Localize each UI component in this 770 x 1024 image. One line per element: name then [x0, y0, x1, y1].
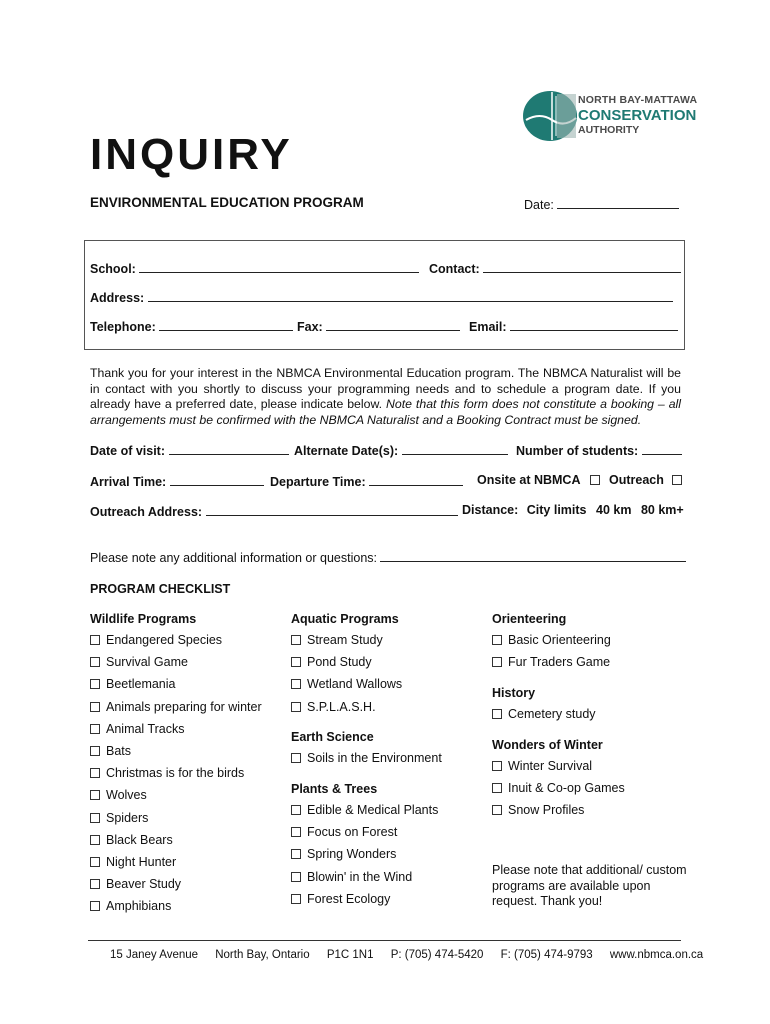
nbmca-logo-icon	[522, 90, 578, 142]
date-of-visit-label: Date of visit:	[90, 444, 166, 458]
footer-postal: P1C 1N1	[326, 949, 374, 961]
checklist-item[interactable]	[90, 722, 185, 736]
checkbox[interactable]	[492, 709, 502, 719]
custom-note-line1: Please note that additional/ custom	[492, 863, 687, 877]
school-line[interactable]	[139, 260, 419, 273]
checklist-item[interactable]	[90, 744, 131, 758]
checklist-item[interactable]	[90, 811, 148, 825]
checklist-item[interactable]	[90, 855, 176, 869]
distance-80km[interactable]: 80 km+	[640, 503, 684, 517]
orienteering-heading: Orienteering	[492, 612, 567, 626]
distance-40km[interactable]: 40 km	[596, 503, 632, 517]
checklist-item-label: Spiders	[106, 810, 149, 825]
aquatic-heading: Aquatic Programs	[291, 612, 399, 626]
checklist-item[interactable]	[90, 633, 222, 647]
checkbox[interactable]	[291, 894, 301, 904]
checklist-item[interactable]	[90, 833, 173, 847]
departure-time-field[interactable]	[270, 473, 463, 489]
checklist-item-label: Basic Orienteering	[508, 633, 611, 647]
checklist-item-label: Edible & Medical Plants	[307, 803, 439, 817]
checkbox[interactable]	[492, 635, 502, 645]
telephone-line[interactable]	[159, 318, 293, 331]
checklist-item[interactable]	[291, 655, 372, 669]
checklist-item-label: Beaver Study	[106, 877, 182, 892]
checklist-item[interactable]	[90, 766, 244, 780]
checklist-item-label: Winter Survival	[508, 759, 593, 773]
checklist-item[interactable]	[90, 788, 147, 802]
checklist-item-label: S.P.L.A.S.H.	[307, 699, 376, 714]
checklist-item[interactable]	[291, 803, 438, 817]
checkbox[interactable]	[90, 679, 100, 689]
program-subtitle: ENVIRONMENTAL EDUCATION PROGRAM	[90, 195, 364, 210]
checkbox[interactable]	[291, 753, 301, 763]
onsite-label: Onsite at NBMCA	[477, 473, 581, 487]
departure-time-line[interactable]	[369, 473, 463, 486]
checklist-item[interactable]	[492, 781, 625, 795]
checklist-item-label: Snow Profiles	[508, 803, 585, 818]
history-heading: History	[492, 686, 536, 700]
checklist-item-label: Focus on Forest	[307, 825, 398, 840]
checkbox[interactable]	[90, 746, 100, 756]
outreach-option[interactable]	[609, 473, 688, 487]
distance-city-limits[interactable]: City limits	[526, 503, 587, 517]
nbmca-logo	[522, 90, 578, 145]
checkbox[interactable]	[492, 761, 502, 771]
school-field[interactable]	[90, 260, 419, 276]
checklist-item-label: Endangered Species	[106, 633, 223, 647]
telephone-label: Telephone:	[90, 320, 156, 334]
checklist-item-label: Amphibians	[106, 899, 172, 914]
checkbox[interactable]	[492, 657, 502, 667]
departure-time-label: Departure Time:	[270, 475, 366, 489]
checkbox[interactable]	[291, 679, 301, 689]
date-field[interactable]	[524, 196, 679, 212]
footer	[110, 949, 703, 961]
checklist-item[interactable]	[291, 825, 397, 839]
footer-web[interactable]: www.nbmca.on.ca	[609, 949, 704, 961]
outreach-address-label: Outreach Address:	[90, 505, 203, 519]
checklist-item-label: Beetlemania	[106, 677, 176, 692]
checklist-item-label: Wolves	[106, 788, 147, 803]
org-name-line2: CONSERVATION	[578, 106, 697, 124]
checklist-item-label: Black Bears	[106, 832, 173, 847]
intro-note: Note that this form does not constitute a booking – all arrangements must be confirmed with the NBMCA Naturalist and a Booking Contract must be signed.	[90, 397, 681, 427]
arrival-time-line[interactable]	[170, 473, 264, 486]
checklist-item-label: Pond Study	[307, 655, 372, 670]
checklist-item-label: Night Hunter	[106, 855, 177, 869]
checklist-item[interactable]	[90, 899, 171, 913]
footer-street: 15 Janey Avenue	[110, 949, 199, 961]
email-field[interactable]	[469, 318, 678, 334]
checklist-item[interactable]	[291, 892, 390, 906]
additional-info-field[interactable]	[90, 549, 686, 565]
custom-note-line3: request. Thank you!	[492, 894, 603, 908]
checkbox[interactable]	[291, 805, 301, 815]
onsite-checkbox[interactable]	[590, 475, 600, 485]
footer-fax: F: (705) 474-9793	[500, 949, 593, 961]
checkbox[interactable]	[90, 901, 100, 911]
telephone-field[interactable]	[90, 318, 293, 334]
address-field[interactable]	[90, 289, 673, 305]
checkbox[interactable]	[90, 879, 100, 889]
address-label: Address:	[90, 291, 145, 305]
date-label: Date:	[524, 198, 554, 212]
wildlife-heading: Wildlife Programs	[90, 612, 197, 626]
checkbox[interactable]	[90, 657, 100, 667]
checkbox[interactable]	[291, 702, 301, 712]
checklist-item-label: Wetland Wallows	[307, 677, 403, 692]
custom-programs-note	[492, 863, 687, 910]
org-name-line3: AUTHORITY	[578, 123, 640, 136]
checkbox[interactable]	[291, 635, 301, 645]
fax-label: Fax:	[297, 320, 323, 334]
footer-divider	[88, 940, 681, 941]
page-title: INQUIRY	[90, 130, 293, 179]
distance-label: Distance:	[462, 503, 519, 517]
checkbox[interactable]	[291, 827, 301, 837]
date-line[interactable]	[557, 196, 679, 209]
intro-paragraph	[90, 366, 681, 428]
checklist-item[interactable]	[291, 677, 402, 691]
checkbox[interactable]	[90, 790, 100, 800]
checkbox[interactable]	[291, 657, 301, 667]
onsite-option[interactable]	[477, 473, 606, 487]
checklist-item-label: Fur Traders Game	[508, 655, 611, 670]
winter-heading: Wonders of Winter	[492, 738, 603, 752]
checklist-item-label: Spring Wonders	[307, 847, 397, 862]
checklist-heading: PROGRAM CHECKLIST	[90, 582, 231, 596]
checklist-item-label: Soils in the Environment	[307, 751, 442, 765]
additional-info-label: Please note any additional information or questions:	[90, 551, 377, 565]
checklist-item[interactable]	[90, 677, 176, 691]
arrival-time-label: Arrival Time:	[90, 475, 167, 489]
checklist-item-label: Survival Game	[106, 655, 188, 670]
checkbox[interactable]	[90, 635, 100, 645]
outreach-address-field[interactable]	[90, 503, 458, 519]
num-students-field[interactable]	[516, 442, 682, 458]
intro-text: Thank you for your interest in the NBMCA Environmental Education program. The NBMCA Naturalist will be in contact with you shortly to discuss your programming needs and to schedule a program date. If you already have a preferred date, please indicate below.	[90, 366, 681, 411]
num-students-line[interactable]	[642, 442, 682, 455]
checkbox[interactable]	[492, 783, 502, 793]
contact-label: Contact:	[429, 262, 480, 276]
checkbox[interactable]	[90, 813, 100, 823]
footer-city: North Bay, Ontario	[215, 949, 310, 961]
checklist-item[interactable]	[492, 803, 584, 817]
email-label: Email:	[469, 320, 507, 334]
fax-field[interactable]	[297, 318, 460, 334]
date-of-visit-line[interactable]	[169, 442, 289, 455]
checklist-item[interactable]	[492, 655, 610, 669]
checklist-item-label: Animal Tracks	[106, 721, 185, 736]
org-name-line1: NORTH BAY-MATTAWA	[578, 94, 698, 106]
checkbox[interactable]	[90, 835, 100, 845]
fax-line[interactable]	[326, 318, 460, 331]
checklist-item[interactable]	[291, 870, 412, 884]
custom-note-line2: programs are available upon	[492, 878, 651, 893]
checklist-item-label: Bats	[106, 744, 132, 758]
additional-info-line[interactable]	[380, 549, 686, 562]
date-of-visit-field[interactable]	[90, 442, 289, 458]
checklist-item-label: Animals preparing for winter	[106, 699, 262, 714]
checklist-item[interactable]	[291, 700, 376, 714]
alternate-dates-line[interactable]	[402, 442, 508, 455]
email-line[interactable]	[510, 318, 678, 331]
outreach-checkbox[interactable]	[672, 475, 682, 485]
checklist-item[interactable]	[492, 633, 611, 647]
checklist-item[interactable]	[90, 877, 181, 891]
num-students-label: Number of students:	[516, 444, 639, 458]
checklist-item[interactable]	[492, 707, 596, 721]
org-name	[578, 95, 697, 135]
school-label: School:	[90, 262, 136, 276]
checklist-item-label: Inuit & Co-op Games	[508, 781, 625, 796]
checklist-item[interactable]	[291, 751, 442, 765]
outreach-address-line[interactable]	[206, 503, 458, 516]
checkbox[interactable]	[90, 724, 100, 734]
arrival-time-field[interactable]	[90, 473, 264, 489]
checkbox[interactable]	[90, 702, 100, 712]
checkbox[interactable]	[291, 872, 301, 882]
distance-options	[462, 503, 684, 517]
checklist-item[interactable]	[90, 655, 188, 669]
checkbox[interactable]	[90, 857, 100, 867]
footer-phone: P: (705) 474-5420	[390, 949, 484, 961]
alternate-dates-field[interactable]	[294, 442, 508, 458]
checkbox[interactable]	[90, 768, 100, 778]
earth-heading: Earth Science	[291, 730, 374, 744]
outreach-label: Outreach	[609, 473, 664, 487]
checklist-item[interactable]	[291, 633, 383, 647]
contact-field[interactable]	[429, 260, 681, 276]
checklist-item[interactable]	[90, 700, 262, 714]
checkbox[interactable]	[291, 849, 301, 859]
checklist-item[interactable]	[291, 847, 396, 861]
alternate-dates-label: Alternate Date(s):	[294, 444, 399, 458]
checklist-item-label: Christmas is for the birds	[106, 766, 245, 781]
address-line[interactable]	[148, 289, 673, 302]
checklist-item-label: Stream Study	[307, 633, 383, 647]
checklist-item-label: Cemetery study	[508, 707, 596, 721]
contact-line[interactable]	[483, 260, 681, 273]
checklist-item-label: Forest Ecology	[307, 891, 391, 906]
checkbox[interactable]	[492, 805, 502, 815]
checklist-item-label: Blowin' in the Wind	[307, 869, 413, 884]
plants-heading: Plants & Trees	[291, 782, 378, 796]
checklist-item[interactable]	[492, 759, 592, 773]
